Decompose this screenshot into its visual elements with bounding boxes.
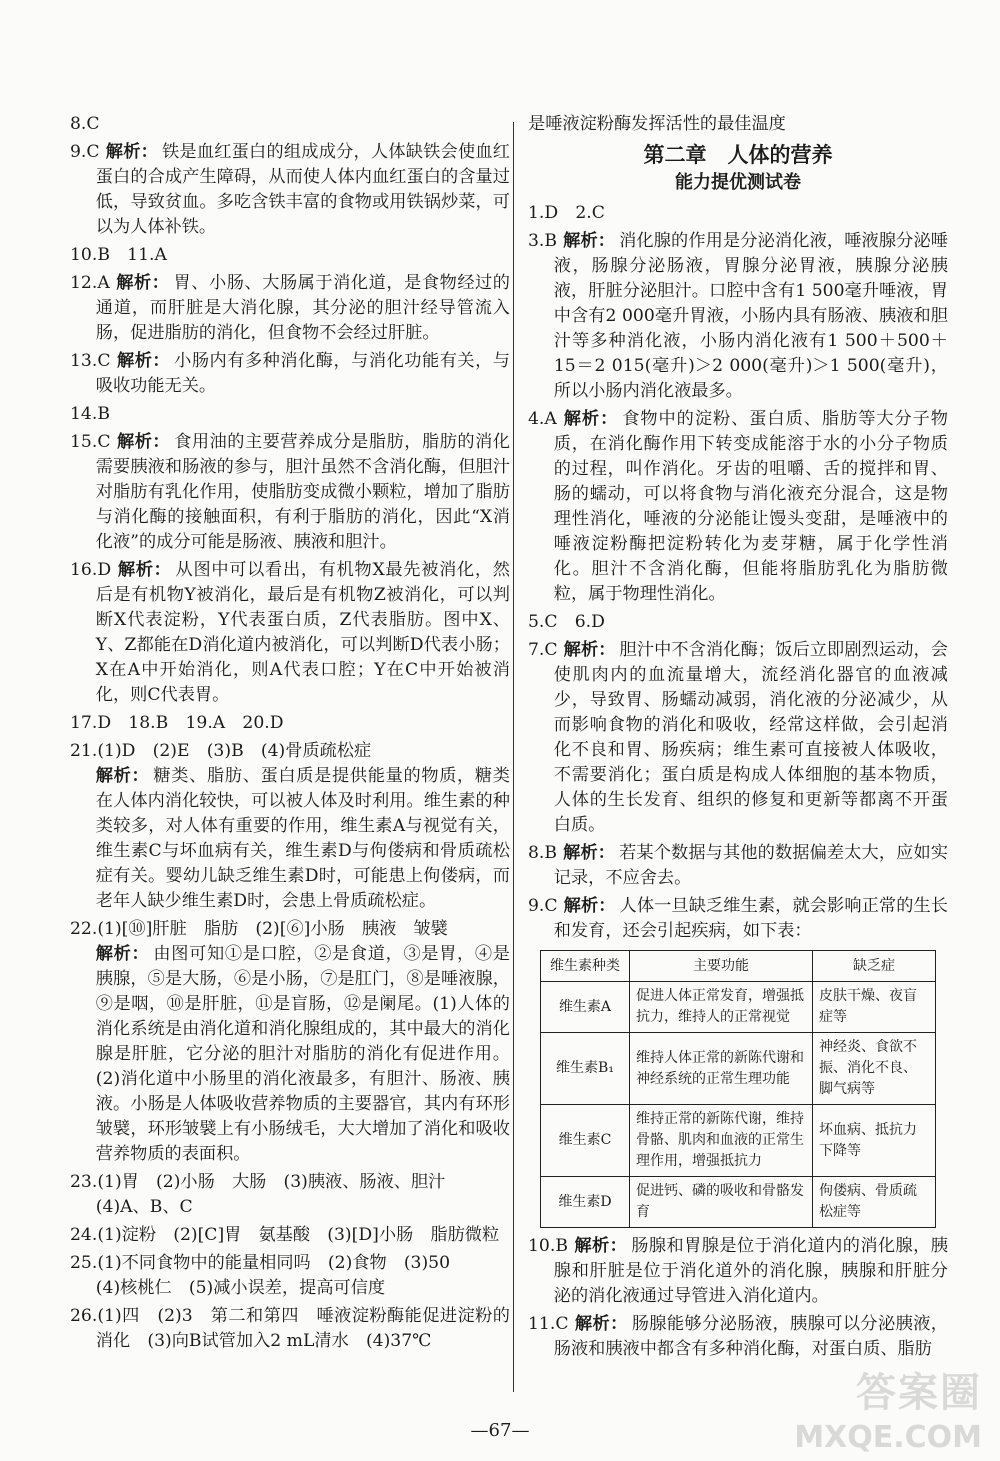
vitamin-deficiency: 神经炎、食欲不振、消化不良、脚气病等 <box>813 1033 936 1105</box>
answer-item <box>70 430 510 555</box>
analysis-text: 小肠内有多种消化酶，与消化功能有关，与吸收功能无关。 <box>95 351 510 396</box>
answer-line <box>70 558 510 708</box>
answer-item <box>70 402 510 427</box>
answer-line <box>528 407 948 607</box>
vitamin-function: 促进人体正常发育，增强抵抗力，维持人的正常视觉 <box>630 982 813 1033</box>
answer-line <box>70 271 510 346</box>
answer-key: 1.D 2.C <box>528 203 605 223</box>
answer-key: 11.C <box>528 1314 569 1334</box>
analysis-text: 胃、小肠、大肠属于消化道，是食物经过的通道，而肝脏是大消化腺，其分泌的胆汁经导管流入肠，促进脂肪的消化，但食物不会经过肝脏。 <box>95 273 510 343</box>
answer-key: 10.B <box>528 1236 568 1256</box>
vitamin-name: 维生素C <box>541 1105 630 1177</box>
answer-key: 23.(1)胃 (2)小肠 大肠 (3)胰液、肠液、胆汁 <box>70 1172 446 1192</box>
answer-key: 5.C 6.D <box>528 612 605 632</box>
answer-line <box>70 112 510 137</box>
answer-item <box>70 711 510 736</box>
analysis-label: 解析： <box>105 142 159 162</box>
answer-key: 7.C <box>528 640 558 660</box>
analysis-label: 解析： <box>95 944 150 964</box>
analysis-label: 解析： <box>95 766 150 786</box>
vitamin-name: 维生素B₁ <box>541 1033 630 1105</box>
answer-line <box>70 140 510 240</box>
answer-line <box>528 610 948 635</box>
answer-line <box>528 229 948 404</box>
answer-key: 13.C <box>70 351 111 371</box>
vitamin-deficiency: 坏血病、抵抗力下降等 <box>813 1105 936 1177</box>
analysis-text: 若某个数据与其他的数据偏差太大，应如实记录，不应舍去。 <box>553 843 948 888</box>
answer-item <box>528 201 948 226</box>
answer-key: 10.B 11.A <box>70 245 167 265</box>
table-header-cell: 维生素种类 <box>541 951 630 982</box>
answer-item <box>70 243 510 268</box>
answer-item <box>70 140 510 240</box>
analysis-text: (4)核桃仁 (5)减小误差，提高可信度 <box>95 1278 386 1298</box>
analysis-text: 由图可知①是口腔，②是食道，③是胃，④是胰腺，⑤是大肠，⑥是小肠，⑦是肛门，⑧是唾液腺，⑨是咽，⑩是肝脏，⑪是盲肠，⑫是阑尾。(1)人体的消化系统是由消化道和消化腺组成的，其中最大的消化腺是肝脏，它分泌的胆汁对脂肪的消化有促进作用。(2)消化道中小肠里的消化液最多，有胆汁、肠液、胰液。小肠是人体吸收营养物质的主要器官，其内有环形皱襞，环形皱襞上有小肠绒毛，大大增加了消化和吸收营养物质的表面积。 <box>95 944 510 1164</box>
table-header-cell: 主要功能 <box>630 951 813 982</box>
analysis-label: 解析： <box>563 843 616 863</box>
answer-item <box>70 112 510 137</box>
watermark-logo-text: 答案圈 <box>856 1370 982 1416</box>
analysis-text: 食物中的淀粉、蛋白质、脂肪等大分子物质，在消化酶作用下转变成能溶于水的小分子物质的过程，叫作消化。牙齿的咀嚼、舌的搅拌和胃、肠的蠕动，可以将食物与消化液充分混合，这是物理性消化，唾液的分泌能让馒头变甜，是唾液中的唾液淀粉酶把淀粉转化为麦芽糖，属于化学性消化。胆汁不含消化酶，但能将脂肪乳化为脂肪微粒，属于物理性消化。 <box>553 409 948 604</box>
answer-item <box>528 1234 948 1309</box>
table-row <box>541 1177 936 1228</box>
answer-line <box>528 201 948 226</box>
table-row <box>541 1033 936 1105</box>
answer-subline <box>70 1276 510 1301</box>
answer-item <box>528 638 948 838</box>
answer-item <box>70 1304 510 1354</box>
answer-item <box>528 1312 948 1362</box>
analysis-text: 食用油的主要营养成分是脂肪，脂肪的消化需要胰液和肠液的参与，胆汁虽然不含消化酶，但胆汁对脂肪有乳化作用，使脂肪变成微小颗粒，增加了脂肪与消化酶的接触面积，有利于脂肪的消化，因此“X消化液”的成分可能是肠液、胰液和胆汁。 <box>95 432 510 552</box>
answer-line <box>528 638 948 838</box>
chapter-title: 第二章 人体的营养 <box>643 143 833 167</box>
answer-item <box>70 739 510 914</box>
table-header-cell: 缺乏症 <box>813 951 936 982</box>
answer-line <box>70 917 510 942</box>
page-number: —67— <box>470 1420 530 1441</box>
answer-line <box>70 430 510 555</box>
answer-key: 22.(1)[⑩]肝脏 脂肪 (2)[⑥]小肠 胰液 皱襞 <box>70 919 448 939</box>
answer-item <box>528 229 948 404</box>
answer-key: 8.C <box>70 114 100 134</box>
answer-key: 24.(1)淀粉 (2)[C]胃 氨基酸 (3)[D]小肠 脂肪微粒 <box>70 1225 500 1245</box>
analysis-text: 糖类、脂肪、蛋白质是提供能量的物质，糖类在人体内消化较快，可以被人体及时利用。维生素的种类较多，对人体有重要的作用，维生素A与视觉有关，维生素C与坏血病有关，维生素D与佝偻病和骨质疏松症有关。婴幼儿缺乏维生素D时，可能患上佝偻病，而老年人缺少维生素D时，会患上骨质疏松症。 <box>95 766 510 911</box>
analysis-text: 人体一旦缺乏维生素，就会影响正常的生长和发育，还会引起疾病，如下表： <box>553 896 948 941</box>
answer-item <box>70 1223 510 1248</box>
answer-item <box>70 1170 510 1220</box>
answer-key: 21.(1)D (2)E (3)B (4)骨质疏松症 <box>70 741 372 761</box>
answer-item <box>70 558 510 708</box>
answer-subline <box>70 764 510 914</box>
answer-item <box>70 349 510 399</box>
column-divider <box>513 122 514 1392</box>
right-answers <box>528 201 948 944</box>
vitamin-name: 维生素D <box>541 1177 630 1228</box>
answer-key: 14.B <box>70 404 110 424</box>
table-header-row <box>541 951 936 982</box>
answer-line <box>70 349 510 399</box>
table-row <box>541 982 936 1033</box>
answer-item <box>528 894 948 944</box>
answer-line <box>70 402 510 427</box>
section-title: 能力提优测试卷 <box>675 172 801 193</box>
analysis-label: 解析： <box>573 1236 628 1256</box>
answer-key: 15.C <box>70 432 111 452</box>
answer-line <box>528 1312 948 1362</box>
vitamin-function: 维持人体正常的新陈代谢和神经系统的正常生理功能 <box>630 1033 813 1105</box>
answer-line <box>70 1251 510 1276</box>
answer-key: 17.D 18.B 19.A 20.D <box>70 713 284 733</box>
answer-key: 16.D <box>70 560 112 580</box>
table-row <box>541 1105 936 1177</box>
analysis-label: 解析： <box>563 231 616 251</box>
answer-item <box>70 917 510 1167</box>
answer-key: 9.C <box>70 142 100 162</box>
answer-item <box>70 271 510 346</box>
answer-line <box>70 711 510 736</box>
analysis-text: 从图中可以看出，有机物X最先被消化，然后是有机物Y被消化，最后是有机物Z被消化，可以判断X代表淀粉，Y代表蛋白质，Z代表脂肪。图中X、Y、Z都能在D消化道内被消化，可以判断D代表小肠；X在A中开始消化，则A代表口腔；Y在C中开始被消化，则C代表胃。 <box>95 560 510 705</box>
vitamin-deficiency: 皮肤干燥、夜盲症等 <box>813 982 936 1033</box>
answer-key: 26.(1)四 (2)3 第二和第四 唾液淀粉酶能促进淀粉的消化 (3)向B试管加入2 mL清水 (4)37℃ <box>70 1306 510 1351</box>
analysis-text: (4)A、B、C <box>95 1197 193 1217</box>
vitamin-name: 维生素A <box>541 982 630 1033</box>
analysis-label: 解析： <box>563 640 616 660</box>
watermark <box>782 1361 982 1457</box>
analysis-label: 解析： <box>562 409 619 429</box>
answer-item <box>528 407 948 607</box>
answer-line <box>528 894 948 944</box>
answer-key: 12.A <box>70 273 110 293</box>
answer-line <box>70 739 510 764</box>
vitamin-function: 维持正常的新陈代谢，维持骨骼、肌肉和血液的正常生理作用，增强抵抗力 <box>630 1105 813 1177</box>
right-continuation <box>528 112 948 137</box>
answer-item <box>70 1251 510 1301</box>
answer-line <box>528 841 948 891</box>
answer-subline <box>70 1195 510 1220</box>
right-answers-after-table <box>528 1234 948 1362</box>
continued-text: 是唾液淀粉酶发挥活性的最佳温度 <box>528 114 786 134</box>
analysis-label: 解析： <box>116 432 171 452</box>
analysis-label: 解析： <box>115 273 170 293</box>
left-column <box>70 112 510 1357</box>
analysis-label: 解析： <box>116 351 171 371</box>
analysis-text: 消化腺的作用是分泌消化液，唾液腺分泌唾液，肠腺分泌肠液，胃腺分泌胃液，胰腺分泌胰液，肝脏分泌胆汁。口腔中含有1 500毫升唾液，胃中含有2 000毫升胃液，小肠内具有肠液、胰液和胆汁等多种消化液，小肠内消化液有1 500＋500＋15＝2 015(毫升)＞2 000(毫升)＞1 500(毫升)，所以小肠内消化液最多。 <box>553 231 948 401</box>
answer-line <box>70 243 510 268</box>
vitamin-function: 促进钙、磷的吸收和骨骼发育 <box>630 1177 813 1228</box>
analysis-text: 胆汁中不含消化酶；饭后立即剧烈运动，会使肌肉内的血流量增大，流经消化器官的血液减少，导致胃、肠蠕动减弱，消化液的分泌减少，从而影响食物的消化和吸收，经常这样做，会引起消化不良和胃、肠疾病；维生素可直接被人体吸收，不需要消化；蛋白质是构成人体细胞的基本物质，人体的生长发育、组织的修复和更新等都离不开蛋白质。 <box>553 640 948 835</box>
answer-key: 8.B <box>528 843 558 863</box>
watermark-url: MXQE.COM <box>794 1420 982 1455</box>
analysis-text: 铁是血红蛋白的组成成分，人体缺铁会使血红蛋白的合成产生障碍，从而使人体内血红蛋白的含量过低，导致贫血。多吃含铁丰富的食物或用铁锅炒菜，可以为人体补铁。 <box>95 142 510 237</box>
answer-line <box>70 1223 510 1248</box>
answer-item <box>528 841 948 891</box>
vitamin-deficiency: 佝偻病、骨质疏松症等 <box>813 1177 936 1228</box>
analysis-text: 肠腺能够分泌肠液，胰腺可以分泌胰液，肠液和胰液中都含有多种消化酶，对蛋白质、脂肪 <box>553 1314 948 1359</box>
analysis-label: 解析： <box>117 560 172 580</box>
right-column <box>528 112 948 1365</box>
answer-item <box>528 610 948 635</box>
analysis-text: 肠腺和胃腺是位于消化道内的消化腺，胰腺和肝脏是位于消化道外的消化腺，胰腺和肝脏分泌的消化液通过导管进入消化道内。 <box>553 1236 948 1306</box>
answer-line <box>70 1170 510 1195</box>
page-number-value: 67 <box>488 1420 512 1441</box>
analysis-label: 解析： <box>574 1314 628 1334</box>
answer-key: 25.(1)不同食物中的能量相同吗 (2)食物 (3)50 <box>70 1253 451 1273</box>
answer-line <box>70 1304 510 1354</box>
answer-subline <box>70 942 510 1167</box>
answer-key: 9.C <box>528 896 558 916</box>
analysis-label: 解析： <box>563 896 616 916</box>
answer-key: 4.A <box>528 409 557 429</box>
answer-key: 3.B <box>528 231 558 251</box>
vitamin-table <box>540 950 936 1228</box>
answer-line <box>528 1234 948 1309</box>
